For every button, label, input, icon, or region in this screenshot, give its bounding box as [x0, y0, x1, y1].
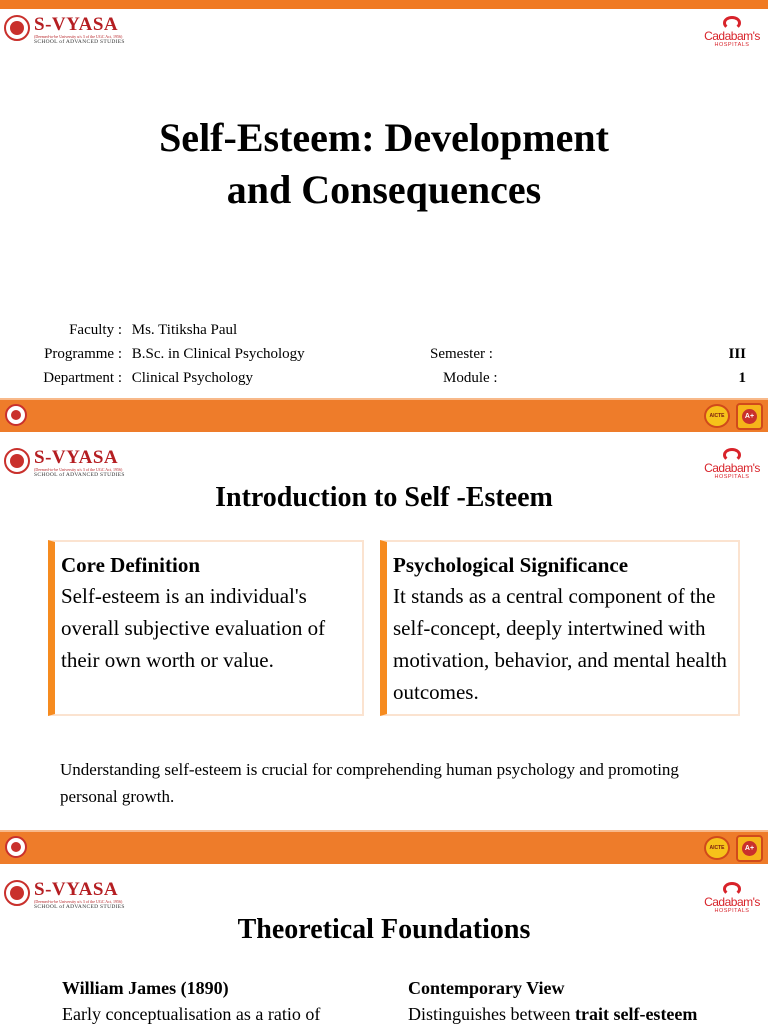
theory-heading: Theoretical Foundations [237, 914, 531, 945]
svyasa-seal-icon [4, 15, 30, 41]
footer-seal-icon [5, 836, 27, 858]
module-value: 1 [738, 370, 746, 386]
course-info-right [420, 342, 746, 390]
faculty-value: Ms. Titiksha Paul [131, 322, 238, 338]
william-james-body: Early conceptualisation as a ratio of [62, 1004, 321, 1024]
psych-significance-body: It stands as a central component of the self-concept, deeply intertwined with motivation, behavior, and mental health outcomes. [393, 584, 727, 704]
intro-heading: Introduction to Self -Esteem [215, 482, 553, 513]
cadabams-name: Cadabam's [704, 29, 760, 43]
cadabams-swirl-icon [723, 16, 741, 30]
svyasa-name: S-VYASA [34, 879, 119, 900]
svyasa-school: SCHOOL of ADVANCED STUDIES [34, 904, 125, 910]
cadabams-subtitle: HOSPITALS [714, 474, 750, 480]
naac-badge-icon: A+ [736, 403, 763, 430]
svyasa-logo [4, 15, 125, 46]
svyasa-name: S-VYASA [34, 447, 119, 468]
cadabams-subtitle: HOSPITALS [714, 42, 750, 48]
svyasa-tagline: (Deemed-to-be University u/s 3 of the UGC Act, 1956) [34, 467, 123, 472]
core-definition-title: Core Definition [61, 553, 201, 577]
title-line-2: and Consequences [226, 167, 542, 212]
top-accent-bar [0, 0, 768, 9]
psych-significance-title: Psychological Significance [393, 553, 629, 577]
footer-seal-icon [5, 404, 27, 426]
core-definition-body: Self-esteem is an individual's overall subjective evaluation of their own worth or value. [61, 584, 326, 672]
title-line-1: Self-Esteem: Development [159, 115, 609, 160]
module-label: Module : [443, 370, 498, 386]
aicte-badge-icon: AICTE [704, 836, 730, 860]
semester-value: III [728, 346, 746, 362]
trait-self-esteem-term: trait self-esteem [574, 1004, 698, 1024]
programme-value: B.Sc. in Clinical Psychology [131, 346, 305, 362]
programme-label: Programme : [44, 346, 122, 362]
svyasa-logo [4, 880, 125, 911]
intro-summary: Understanding self-esteem is crucial for comprehending human psychology and promoting personal growth. [60, 760, 679, 806]
svyasa-seal-icon [4, 448, 30, 474]
slide-introduction [0, 442, 768, 874]
course-info-left [10, 318, 305, 390]
slide-title [0, 0, 768, 432]
cadabams-logo [702, 16, 762, 48]
cadabams-logo [702, 882, 762, 914]
bottom-accent-bar [0, 398, 768, 432]
cadabams-swirl-icon [723, 882, 741, 896]
svyasa-tagline: (Deemed-to-be University u/s 3 of the UGC Act, 1956) [34, 899, 123, 904]
svyasa-tagline: (Deemed-to-be University u/s 3 of the UGC Act, 1956) [34, 34, 123, 39]
bottom-accent-bar [0, 830, 768, 864]
contemporary-view-body [408, 1004, 697, 1024]
semester-label: Semester : [430, 346, 493, 362]
department-value: Clinical Psychology [131, 370, 253, 386]
svyasa-logo [4, 448, 125, 479]
cadabams-logo [702, 448, 762, 480]
slide-title-heading [0, 112, 768, 216]
slide-theoretical-foundations [0, 874, 768, 1024]
psych-significance-card [380, 540, 740, 716]
department-label: Department : [43, 370, 122, 386]
aicte-badge-icon: AICTE [704, 404, 730, 428]
william-james-heading: William James (1890) [62, 978, 229, 998]
faculty-label: Faculty : [69, 322, 122, 338]
core-definition-card [48, 540, 364, 716]
contemporary-view-prefix: Distinguishes between [408, 1004, 575, 1024]
cadabams-subtitle: HOSPITALS [714, 908, 750, 914]
svyasa-name: S-VYASA [34, 14, 119, 35]
cadabams-name: Cadabam's [704, 895, 760, 909]
contemporary-view-heading: Contemporary View [408, 978, 565, 998]
svyasa-seal-icon [4, 880, 30, 906]
naac-badge-icon: A+ [736, 835, 763, 862]
cadabams-name: Cadabam's [704, 461, 760, 475]
cadabams-swirl-icon [723, 448, 741, 462]
svyasa-school: SCHOOL of ADVANCED STUDIES [34, 39, 125, 45]
svyasa-school: SCHOOL of ADVANCED STUDIES [34, 472, 125, 478]
